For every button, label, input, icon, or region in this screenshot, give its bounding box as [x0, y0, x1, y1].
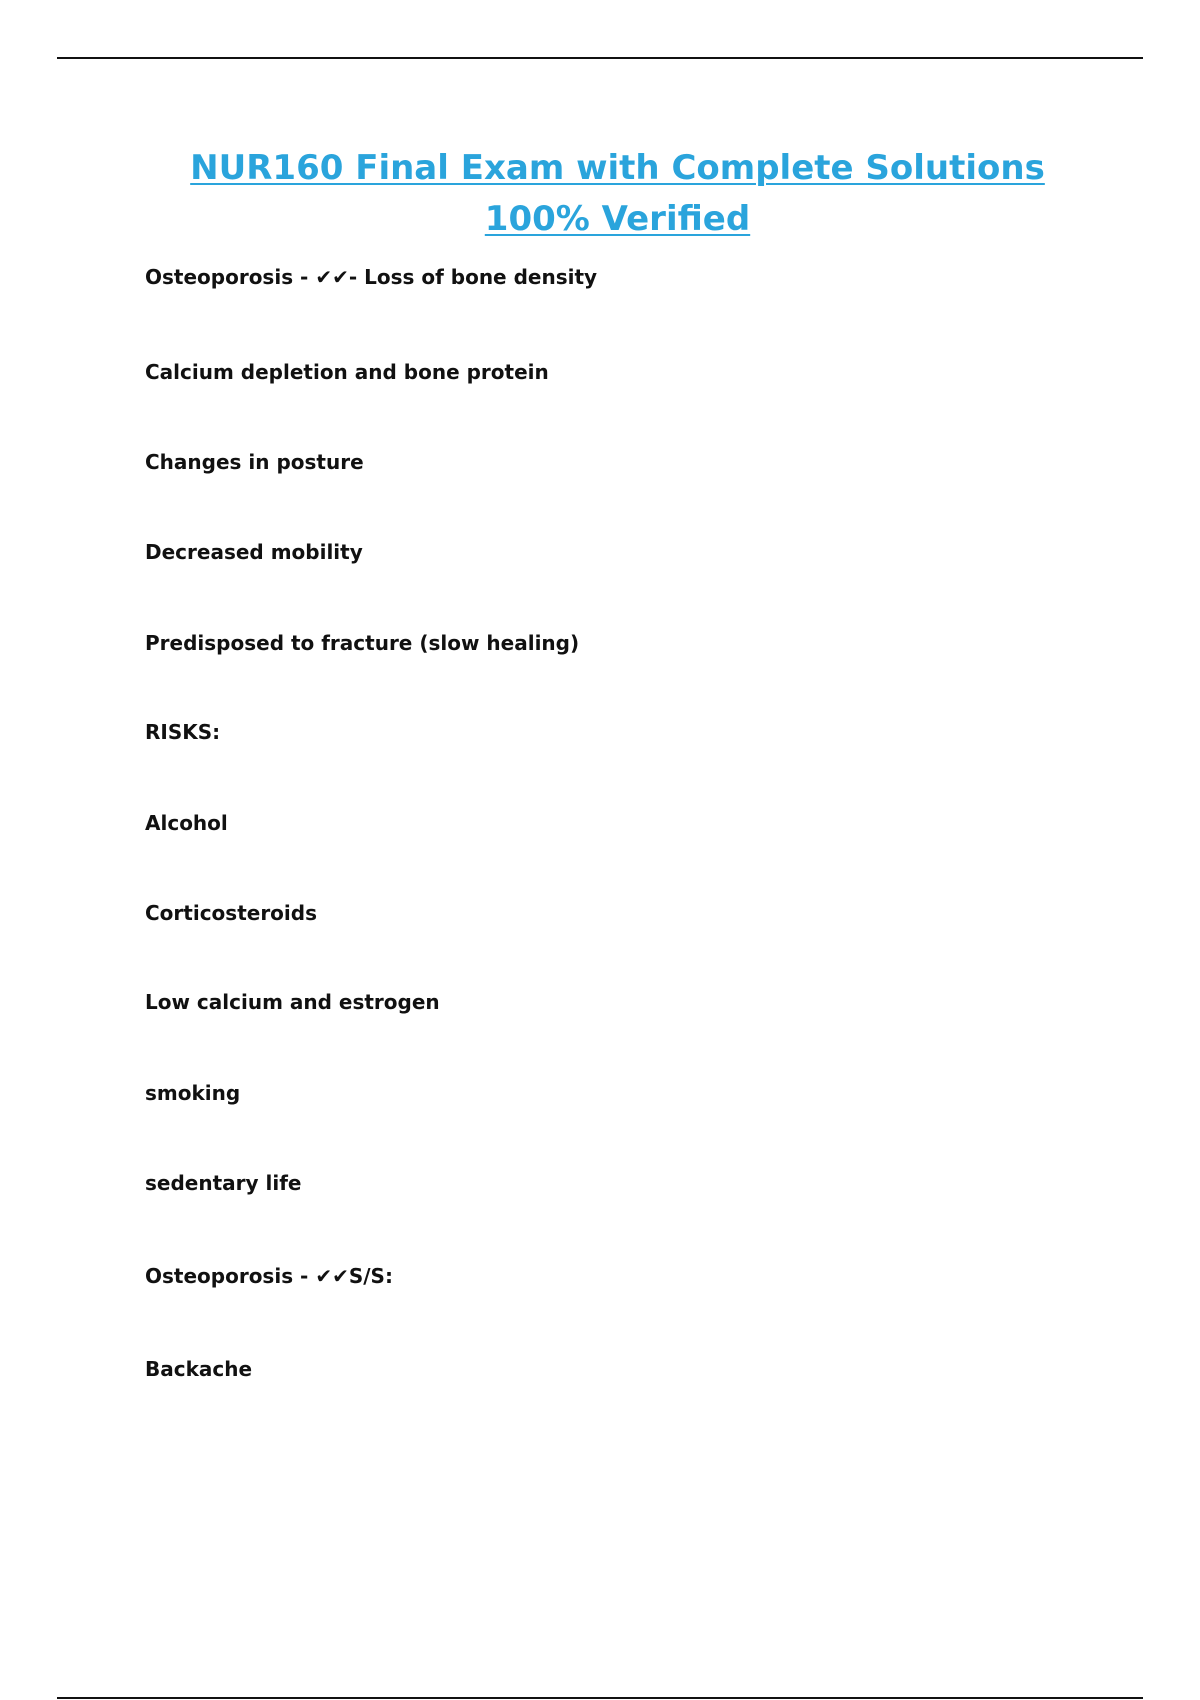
qa-line: Low calcium and estrogen: [145, 990, 440, 1014]
qa-line: Decreased mobility: [145, 540, 363, 564]
qa-line: Backache: [145, 1357, 253, 1381]
qa-line: smoking: [145, 1081, 241, 1105]
bottom-rule: [57, 1697, 1143, 1699]
qa-line: Corticosteroids: [145, 901, 318, 925]
qa-line: Osteoporosis - ✔✔S/S:: [145, 1264, 393, 1288]
top-rule: [57, 57, 1143, 59]
qa-line: Calcium depletion and bone protein: [145, 360, 549, 384]
qa-line: Predisposed to fracture (slow healing): [145, 631, 580, 655]
qa-line: RISKS:: [145, 720, 221, 744]
qa-line: Alcohol: [145, 811, 228, 835]
qa-line: Changes in posture: [145, 450, 364, 474]
qa-line: Osteoporosis - ✔✔- Loss of bone density: [145, 265, 598, 289]
document-title: NUR160 Final Exam with Complete Solutions 100% Verified: [190, 148, 1045, 239]
qa-line: sedentary life: [145, 1171, 302, 1195]
